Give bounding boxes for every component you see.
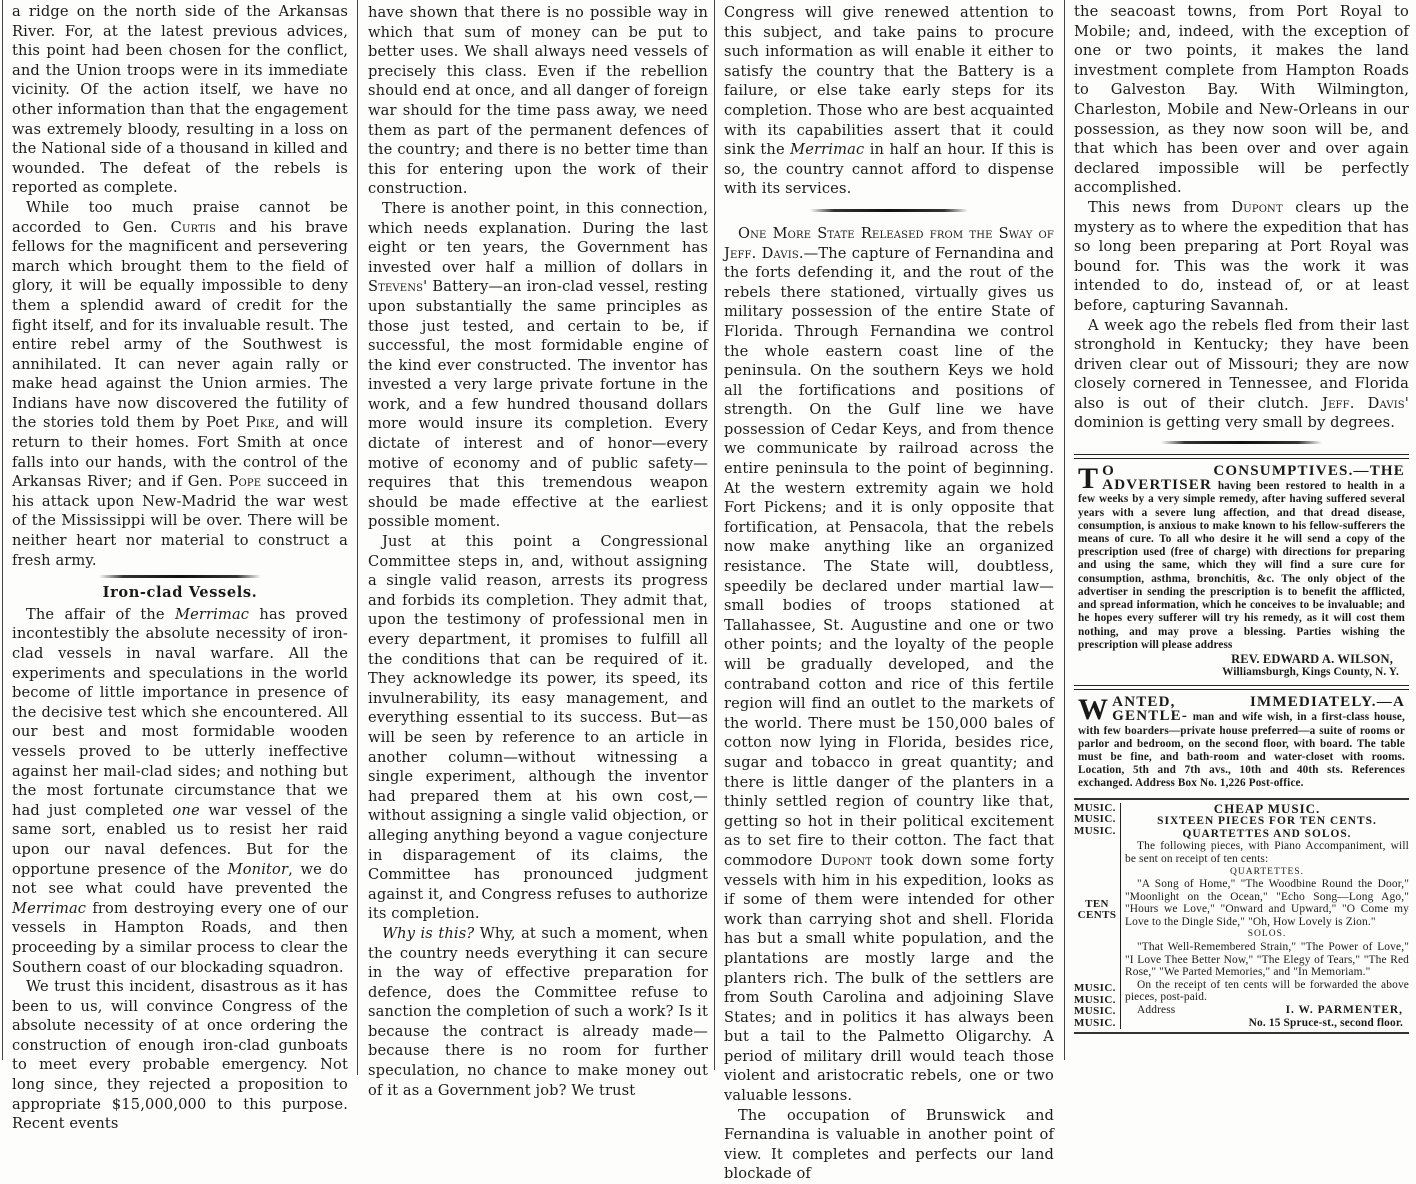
ad-divider <box>1074 454 1409 459</box>
paragraph: This news from Dupont clears up the mystery as to where the expedition that has so long been preparing at Port Royal was bound for. This was the work it was intended to do, instead of, or at least before, capturing Savannah. <box>1074 198 1409 314</box>
ad-subtitle: SIXTEEN PIECES FOR TEN CENTS. <box>1157 815 1377 828</box>
column-3 <box>718 0 1058 1183</box>
person-name: Jeff. Davis' <box>1322 394 1409 412</box>
person-name: Curtis <box>170 218 216 236</box>
ad-subtitle: QUARTETTES AND SOLOS. <box>1182 827 1352 840</box>
column-2 <box>362 0 712 1099</box>
advertisement-wanted <box>1074 693 1409 793</box>
column-rule <box>714 0 715 1070</box>
article-heading: Iron-clad Vessels. <box>102 584 258 602</box>
column-1 <box>6 0 352 1133</box>
drop-cap: T <box>1078 462 1099 496</box>
paragraph: We trust this incident, disastrous as it has been to us, will convince Congress of the absolute necessity of at once ordering the construction of enough iron-clad gunboats to meet every probable emergency. Not long since, they rejected a proposition to appropriate $15,000,000 to this purpose. Recent events <box>12 978 348 1133</box>
ad-signature-name: REV. EDWARD A. WILSON, <box>1231 651 1393 666</box>
paragraph: One More State Released from the Sway of Jeff. Davis.—The capture of Fernandina and the forts defending it, and the rout of the rebels there stationed, virtually gives us military possession of the entire State of Florida. Through Fernandina we control the whole eastern coast line of the peninsula. On the southern Keys we hold all the fortifications and positions of strength. On the Gulf line we have possession of Cedar Keys, and from thence we communicate by railroad across the entire peninsula to the point of beginning. At the western extremity again we hold Fort Pickens; and it is only opposite that fortification, at Pensacola, that the rebels now make anything like an organized resistance. The State will, doubtless, speedily be declared under martial law—small bodies of troops stationed at Tallahassee, St. Augustine and one or two other points; and the loyalty of the people will be gradually developed, and the contraband cotton and rice of this fertile region will find an outlet to the markets of the world. There must be 150,000 bales of cotton now lying in Florida, besides rice, sugar and tobacco in great quantity; and there is little danger of the planters in a thinly settled region of country like that, getting so hot in their political excitement as to set fire to their cotton. The fact that commodore Dupont took down some forty vessels with him in his expedition, looks as if some of them were intended for other work than carrying shot and shell. Florida has but a small white population, and the plantations are mostly large and the planters rich. The bulk of the settlers are from South Carolina and adjoining Slave States; and in politics it has always been but a tail to the Palmetto Oligarchy. A period of military drill would teach those violent and aristocratic rebels, one or two valuable lessons. <box>724 224 1054 1105</box>
section-divider <box>810 209 968 212</box>
ship-name: Merrimac <box>175 605 250 623</box>
ad-signature-place: Williamsburgh, Kings County, N. Y. <box>1222 665 1399 678</box>
ad-title: O CONSUMPTIVES.—THE ADVERTISER <box>1102 463 1405 494</box>
paragraph: the seacoast towns, from Port Royal to Mobile; and, indeed, with the exception of one or two points, it makes the land investment complete from Hampton Roads to Galveston Bay. With Wilmington, Charleston, Mobile and New-Orleans in our possession, as they now soon will be, and that which has been over and over again declared impossible will be perfectly accomplished. <box>1074 3 1409 197</box>
drop-cap: W <box>1078 693 1109 727</box>
paragraph: Congress will give renewed attention to this subject, and take pains to procure such information as will enable it either to satisfy the country that the Battery is a failure, or else take early steps for its completion. Those who are best acquainted with its capabilities assert that it could sink the Merrimac in half an hour. If this is so, the country cannot afford to dispense with its services. <box>724 4 1054 198</box>
paragraph: a ridge on the north side of the Arkansas River. For, at the latest previous advices, this point had been chosen for the conflict, and the Union troops were in its immediate vicinity. Of the action itself, we have no other information than that the engagement was extremely bloody, resulting in a loss on the National side of a thousand in killed and wounded. The defeat of the rebels is reported as complete. <box>12 3 348 197</box>
paragraph: The affair of the Merrimac has proved incontestibly the absolute necessity of iron-clad vessels in naval warfare. All the experiments and speculations in the world become of little importance in presence of the decisive test which she encountered. All our best and most formidable wooden vessels proved to be utterly ineffective against her mail-clad sides; and nothing but the most fortunate circumstance that we had just completed one war vessel of the same sort, enabled us to resist her raid upon our naval defences. But for the opportune presence of the Monitor, we do not see what could have prevented the Merrimac from destroying every one of our vessels in Hampton Roads, and then proceeding by a similar process to clear the Southern coast of our blockading squadron. <box>12 605 348 976</box>
paragraph: While too much praise cannot be accorded to Gen. Curtis and his brave fellows for the magnificent and persevering march which brought them to the field of glory, it will be equally impossible to deny them a splendid award of credit for the fight itself, and for its invaluable result. The entire rebel army of the Southwest is annihilated. It can never again rally or make head against the Union armies. The Indians have now discovered the futility of the stories told them by Poet Pike, and will return to their homes. Fort Smith at once falls into our hands, with the control of the Arkansas River; and if Gen. Pope succeed in his attack upon New-Madrid the war west of the Mississippi will be over. There will be neither heart nor material to construct a fresh army. <box>12 198 348 569</box>
ad-address: Address I. W. PARMENTER, <box>1137 1004 1403 1017</box>
ad-body: man and wife wish, in a first-class house, with few boarders—private house preferred—a suite of rooms or parlor and bedroom, on the second floor, with board. The table must be fine, and bath-room and water-closet with rooms. Location, 5th and 7th avs., 10th and 40th sts. References exchanged. Address Box No. 1,226 Post-office. <box>1078 711 1405 790</box>
ad-intro: The following pieces, with Piano Accompaniment, will be sent on receipt of ten cents: <box>1125 840 1409 865</box>
ship-name: Monitor <box>227 860 289 878</box>
ad-closing: On the receipt of ten cents will be forwarded the above pieces, post-paid. <box>1125 978 1409 1004</box>
person-name: Pike <box>245 414 275 432</box>
paragraph: There is another point, in this connection, which needs explanation. During the last eight or ten years, the Government has invested over half a million of dollars in Stevens' Battery—an iron-clad vessel, resting upon substantially the same principles as those just tested, and certain to be, if successful, the most formidable engine of the kind ever constructed. The inventor has invested a very large private fortune in the work, and a few hundred thousand dollars more would insure its completion. Every dictate of interest and of honor—every motive of economy and of public safety—requires that this tremendous weapon should be made effective at the earliest possible moment. <box>368 199 708 531</box>
paragraph: A week ago the rebels fled from their last stronghold in Kentucky; they have been driven clear out of Missouri; they are now closely cornered in Tennessee, and Florida also is out of their clutch. Jeff. Davis' dominion is getting very small by degrees. <box>1074 316 1409 432</box>
advertisement-consumptives <box>1074 462 1409 682</box>
column-rule <box>1064 0 1065 1060</box>
section-label: QUARTETTES. <box>1229 866 1305 877</box>
solos-list: "That Well-Remembered Strain," "The Power of Love," "I Love Thee Better Now," "The Elegy of Tears," "The Red Rose," "We Parted Memories," and "In Memoriam." <box>1125 941 1409 979</box>
column-rule <box>357 0 358 1075</box>
ship-name: Merrimac <box>790 141 865 159</box>
ad-body: having been restored to health in a few weeks by a very simple remedy, after having suffered several years with a severe lung affection, and that dread disease, consumption, is anxious to make known to his fellow-sufferers the means of cure. To all who desire it he will send a copy of the prescription used (free of charge) with directions for preparing and using the same, which they will find a sure cure for consumption, asthma, bronchitis, &c. The only object of the advertiser in sending the prescription is to benefit the afflicted, and spread information, which he conceives to be invaluable; and he hopes every sufferer will try his remedy, as it will cost them nothing, and may prove a blessing. Parties wishing the prescription will please address <box>1078 480 1405 651</box>
section-divider <box>99 575 260 578</box>
column-4 <box>1068 0 1413 1080</box>
ad-title: CHEAP MUSIC. <box>1213 800 1321 816</box>
paragraph: Why is this? Why, at such a moment, when the country needs everything it can secure in the way of effective preparation for defence, does the Committee refuse to sanction the completion of such a work? Is it because the contract is already made—because there is no room for further speculation, no chance to make money out of it as a Government job? We trust <box>368 924 708 1099</box>
section-divider <box>1161 441 1322 444</box>
paragraph: Just at this point a Congressional Committee steps in, and, without assigning a single valid reason, arrests its progress and forbids its completion. They admit that, upon the testimony of professional men in every department, it promises to fulfill all the conditions that can be required of it. They acknowledge its power, its speed, its invulnerability, its easy management, and everything essential to its success. But—as will be seen by reference to an article in another column—without witnessing a single experiment, although the inventor had prepared them at his own cost,—without assigning a single valid objection, or alleging anything beyond a vague conjecture in disparagement of its claims, the Committee has pronounced judgment against it, and Congress refuses to authorize its completion. <box>368 533 708 923</box>
ship-name: Merrimac <box>12 899 87 917</box>
rhetorical-question: Why is this? <box>382 924 475 942</box>
person-name: Dupont <box>1231 198 1283 216</box>
paragraph: have shown that there is no possible way in which that sum of money can be put to better uses. We shall always need vessels of precisely this class. Even if the rebellion should end at once, and all danger of foreign war should for the time pass away, we need them as part of the permanent defences of the country; and there is no better time than this for entering upon the work of their construction. <box>368 4 708 198</box>
music-sidebar: MUSIC. MUSIC. MUSIC. TEN CENTS MUSIC. MUSIC. MUSIC. MUSIC. <box>1074 801 1117 1029</box>
person-name: Dupont <box>820 851 873 869</box>
article-heading: One More State Released from the Sway of Jeff. Davis. <box>724 224 1054 262</box>
column-rule <box>2 0 3 1060</box>
ad-address-street: No. 15 Spruce-st., second floor. <box>1248 1016 1403 1029</box>
section-label: SOLOS. <box>1247 929 1287 940</box>
person-name: Stevens' <box>368 278 428 296</box>
music-ad-body <box>1120 800 1409 1030</box>
paragraph: The occupation of Brunswick and Fernandina is valuable in another point of view. It completes and perfects our land blockade of <box>724 1106 1054 1183</box>
person-name: Pope <box>228 473 262 491</box>
advertisement-cheap-music <box>1074 798 1409 1035</box>
ad-title: ANTED, IMMEDIATELY.—A GENTLE- <box>1112 694 1405 725</box>
ad-divider <box>1074 685 1409 690</box>
quartettes-list: "A Song of Home," "The Woodbine Round the Door," "Moonlight on the Ocean," "Echo Song—Long Ago," "Hours we Love," "Onward and Upward," "O Come my Love to the Dingle Side," "Oh, How Lovely is Zion." <box>1125 878 1409 928</box>
